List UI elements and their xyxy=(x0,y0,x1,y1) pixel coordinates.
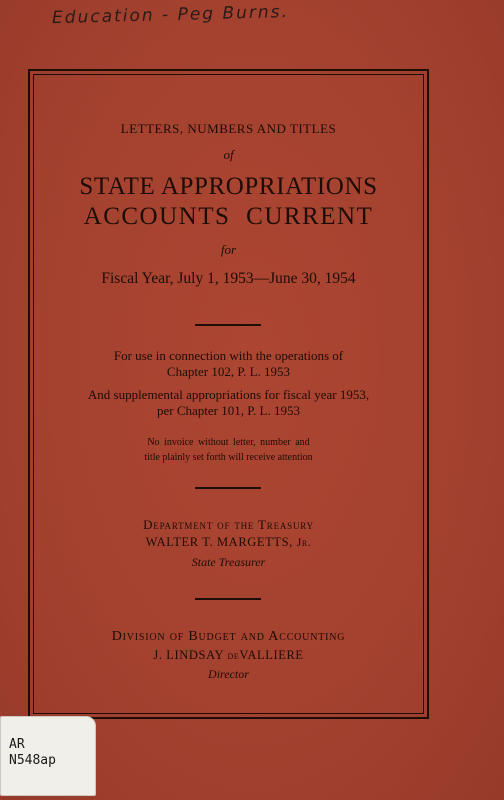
call-number-line-1: AR xyxy=(9,737,25,752)
invoice-notice-line-1: No invoice without letter, number and xyxy=(147,437,310,448)
title-line-1: LETTERS, NUMBERS AND TITLES xyxy=(120,121,337,136)
use-line-2: Chapter 102, P. L. 1953 xyxy=(166,364,291,379)
invoice-notice-line-2: title plainly set forth will receive attention xyxy=(144,452,313,463)
supplemental-line-1: And supplemental appropriations for fiscal year 1953, xyxy=(87,387,370,402)
main-title-line-2: ACCOUNTS CURRENT xyxy=(83,203,374,230)
handwritten-note: Education - Peg Burns. xyxy=(51,1,290,29)
division-name: Division of Budget and Accounting xyxy=(111,629,346,644)
director-name-particle: de xyxy=(227,648,240,662)
director-name xyxy=(28,648,429,663)
main-title-line-1: STATE APPROPRIATIONS xyxy=(79,173,378,200)
treasurer-title: State Treasurer xyxy=(191,555,266,569)
director-name-last: VALLIERE xyxy=(239,648,304,662)
fiscal-year: Fiscal Year, July 1, 1953—June 30, 1954 xyxy=(101,270,356,287)
supplemental-line-2: per Chapter 101, P. L. 1953 xyxy=(157,403,300,418)
divider-rule xyxy=(195,487,261,489)
divider-rule xyxy=(195,598,261,600)
director-title: Director xyxy=(208,667,249,681)
call-number-line-2: N548ap xyxy=(9,753,56,768)
title-of: of xyxy=(223,147,234,162)
title-for: for xyxy=(220,242,237,257)
treasurer-name-text: WALTER T. MARGETTS, xyxy=(145,535,293,549)
call-number-label xyxy=(0,716,96,796)
department-name: Department of the Treasury xyxy=(143,517,314,532)
treasurer-suffix: Jr. xyxy=(296,535,312,549)
director-name-first: J. LINDSAY xyxy=(153,648,224,662)
divider-rule xyxy=(195,324,261,326)
use-line-1: For use in connection with the operations of xyxy=(113,348,344,363)
treasurer-name xyxy=(28,535,429,550)
